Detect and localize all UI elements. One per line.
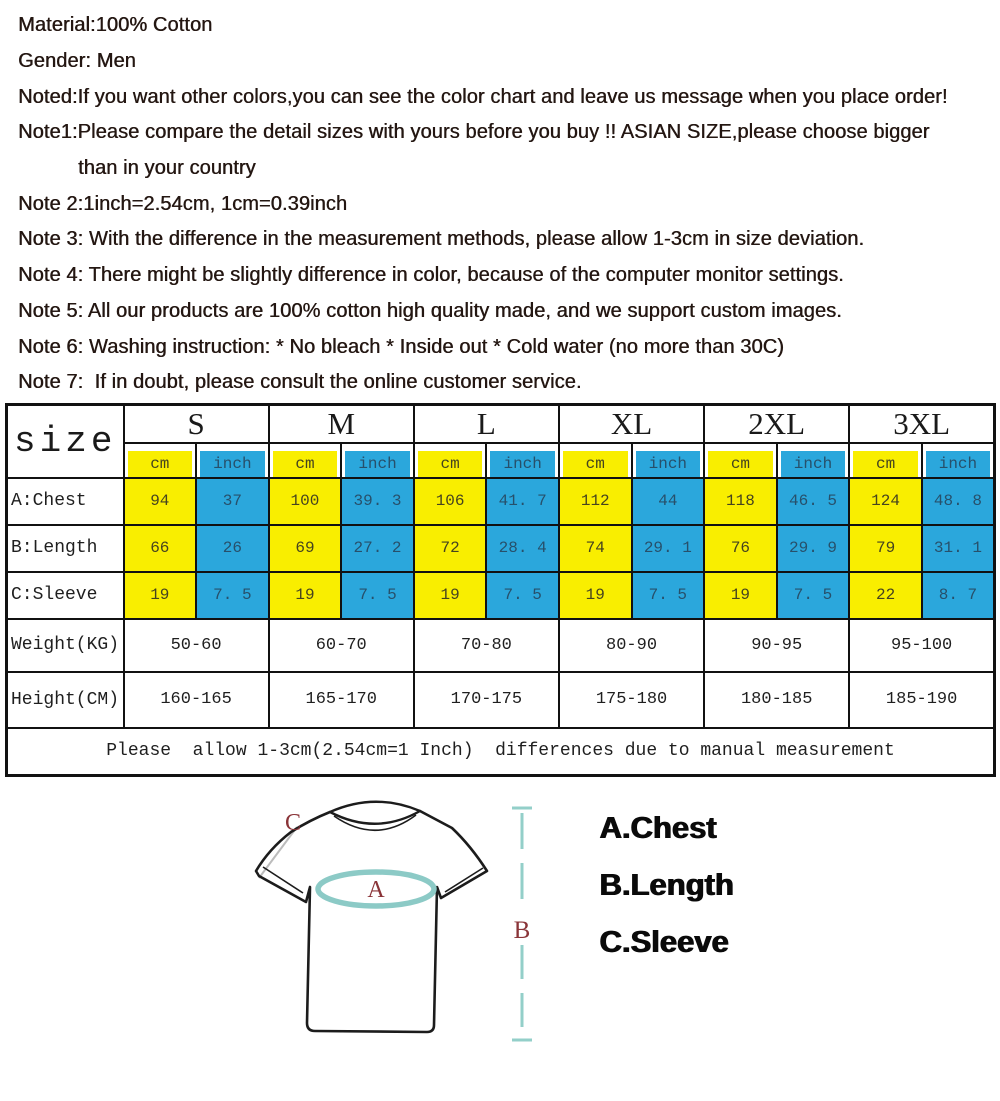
table-cell: 41. 7: [486, 478, 559, 525]
table-cell: 19: [124, 572, 197, 619]
unit-inch: [922, 443, 995, 478]
unit-header-row: [7, 443, 995, 478]
legend-length: B.Length: [599, 867, 734, 902]
size-col-l: L: [414, 404, 559, 443]
marker-a: A: [367, 877, 385, 903]
note-5: Note 5: All our products are 100% cotton high quality made, and we support custom images.: [18, 299, 842, 322]
size-col-xl: XL: [559, 404, 704, 443]
table-cell: 7. 5: [486, 572, 559, 619]
weight-row-label: Weight(KG): [7, 619, 124, 672]
table-cell: 48. 8: [922, 478, 995, 525]
unit-chip-inch: inch: [926, 451, 990, 477]
sleeve-row-label: C:Sleeve: [7, 572, 124, 619]
table-cell: 19: [414, 572, 487, 619]
height-row: [7, 672, 995, 728]
unit-cm: [849, 443, 922, 478]
table-cell: 22: [849, 572, 922, 619]
sleeve-row: [7, 572, 995, 619]
table-cell: 8. 7: [922, 572, 995, 619]
note-6: Note 6: Washing instruction: * No bleach * Inside out * Cold water (no more than 30C): [18, 335, 784, 358]
marker-c: C: [284, 810, 302, 836]
unit-chip-cm: cm: [708, 451, 773, 477]
unit-cm: [269, 443, 342, 478]
height-row-label: Height(CM): [7, 672, 124, 728]
table-footer-row: [7, 728, 995, 776]
table-cell: 124: [849, 478, 922, 525]
unit-inch: [486, 443, 559, 478]
table-cell: 100: [269, 478, 342, 525]
notes-section: [0, 0, 1000, 401]
note-2: Note 2:1inch=2.54cm, 1cm=0.39inch: [18, 192, 348, 215]
table-cell: 27. 2: [341, 525, 414, 572]
table-cell: 44: [632, 478, 705, 525]
note-7: Note 7: If in doubt, please consult the online customer service.: [18, 371, 582, 394]
chest-row: [7, 478, 995, 525]
legend-sleeve: C.Sleeve: [599, 924, 729, 959]
note-3: Note 3: With the difference in the measurement methods, please allow 1-3cm in size deviation.: [18, 228, 865, 251]
table-cell: 7. 5: [341, 572, 414, 619]
note-4: Note 4: There might be slightly difference in color, because of the computer monitor settings.: [18, 264, 844, 287]
unit-chip-cm: cm: [128, 451, 193, 477]
chest-row-label: A:Chest: [7, 478, 124, 525]
unit-chip-cm: cm: [273, 451, 338, 477]
unit-chip-inch: inch: [200, 451, 265, 477]
unit-inch: [196, 443, 269, 478]
tshirt-diagram: [0, 775, 1000, 1101]
table-cell: 19: [269, 572, 342, 619]
table-cell: 72: [414, 525, 487, 572]
table-cell: 60-70: [269, 619, 414, 672]
table-cell: 19: [559, 572, 632, 619]
collar-back-line: [330, 802, 420, 812]
measurement-tolerance-note: Please allow 1-3cm(2.54cm=1 Inch) differences due to manual measurement: [7, 728, 995, 776]
unit-chip-inch: inch: [345, 451, 410, 477]
table-cell: 29. 9: [777, 525, 850, 572]
weight-row: [7, 619, 995, 672]
legend-chest: A.Chest: [599, 810, 717, 845]
unit-chip-inch: inch: [781, 451, 846, 477]
size-col-3xl: 3XL: [849, 404, 994, 443]
size-col-m: M: [269, 404, 414, 443]
length-row-label: B:Length: [7, 525, 124, 572]
table-cell: 94: [124, 478, 197, 525]
unit-chip-inch: inch: [636, 451, 701, 477]
table-cell: 76: [704, 525, 777, 572]
table-cell: 165-170: [269, 672, 414, 728]
table-cell: 95-100: [849, 619, 994, 672]
table-cell: 118: [704, 478, 777, 525]
table-cell: 185-190: [849, 672, 994, 728]
table-cell: 26: [196, 525, 269, 572]
table-cell: 106: [414, 478, 487, 525]
size-header-row: [7, 404, 995, 443]
table-cell: 160-165: [124, 672, 269, 728]
table-cell: 37: [196, 478, 269, 525]
note-1: Note1:Please compare the detail sizes with yours before you buy !! ASIAN SIZE,please choose bigger: [18, 121, 930, 144]
measurement-diagram: [0, 775, 1000, 1101]
table-cell: 66: [124, 525, 197, 572]
note-colors: Noted:If you want other colors,you can see the color chart and leave us message when you place order!: [18, 85, 948, 108]
tshirt-outline: [256, 811, 487, 1032]
length-row: [7, 525, 995, 572]
unit-chip-inch: inch: [490, 451, 555, 477]
unit-inch: [341, 443, 414, 478]
table-cell: 7. 5: [632, 572, 705, 619]
unit-chip-cm: cm: [563, 451, 628, 477]
table-cell: 69: [269, 525, 342, 572]
table-cell: 7. 5: [196, 572, 269, 619]
size-table: [5, 403, 996, 778]
table-cell: 90-95: [704, 619, 849, 672]
table-cell: 70-80: [414, 619, 559, 672]
unit-chip-cm: cm: [853, 451, 918, 477]
unit-cm: [414, 443, 487, 478]
unit-cm: [124, 443, 197, 478]
table-cell: 180-185: [704, 672, 849, 728]
unit-chip-cm: cm: [418, 451, 483, 477]
table-cell: 74: [559, 525, 632, 572]
unit-cm: [559, 443, 632, 478]
note-gender: Gender: Men: [18, 50, 136, 73]
note-material: Material:100% Cotton: [18, 14, 213, 37]
table-cell: 29. 1: [632, 525, 705, 572]
unit-inch: [632, 443, 705, 478]
table-cell: 80-90: [559, 619, 704, 672]
marker-b: B: [513, 917, 531, 944]
unit-inch: [777, 443, 850, 478]
table-cell: 46. 5: [777, 478, 850, 525]
table-cell: 170-175: [414, 672, 559, 728]
table-cell: 112: [559, 478, 632, 525]
table-cell: 28. 4: [486, 525, 559, 572]
right-cuff-line: [445, 868, 483, 892]
table-cell: 175-180: [559, 672, 704, 728]
table-cell: 19: [704, 572, 777, 619]
table-cell: 50-60: [124, 619, 269, 672]
size-col-2xl: 2XL: [704, 404, 849, 443]
unit-cm: [704, 443, 777, 478]
table-cell: 39. 3: [341, 478, 414, 525]
size-col-s: S: [124, 404, 269, 443]
note-1-continued: than in your country: [78, 157, 256, 180]
table-cell: 31. 1: [922, 525, 995, 572]
size-corner-label: size: [7, 404, 124, 478]
table-cell: 79: [849, 525, 922, 572]
table-cell: 7. 5: [777, 572, 850, 619]
